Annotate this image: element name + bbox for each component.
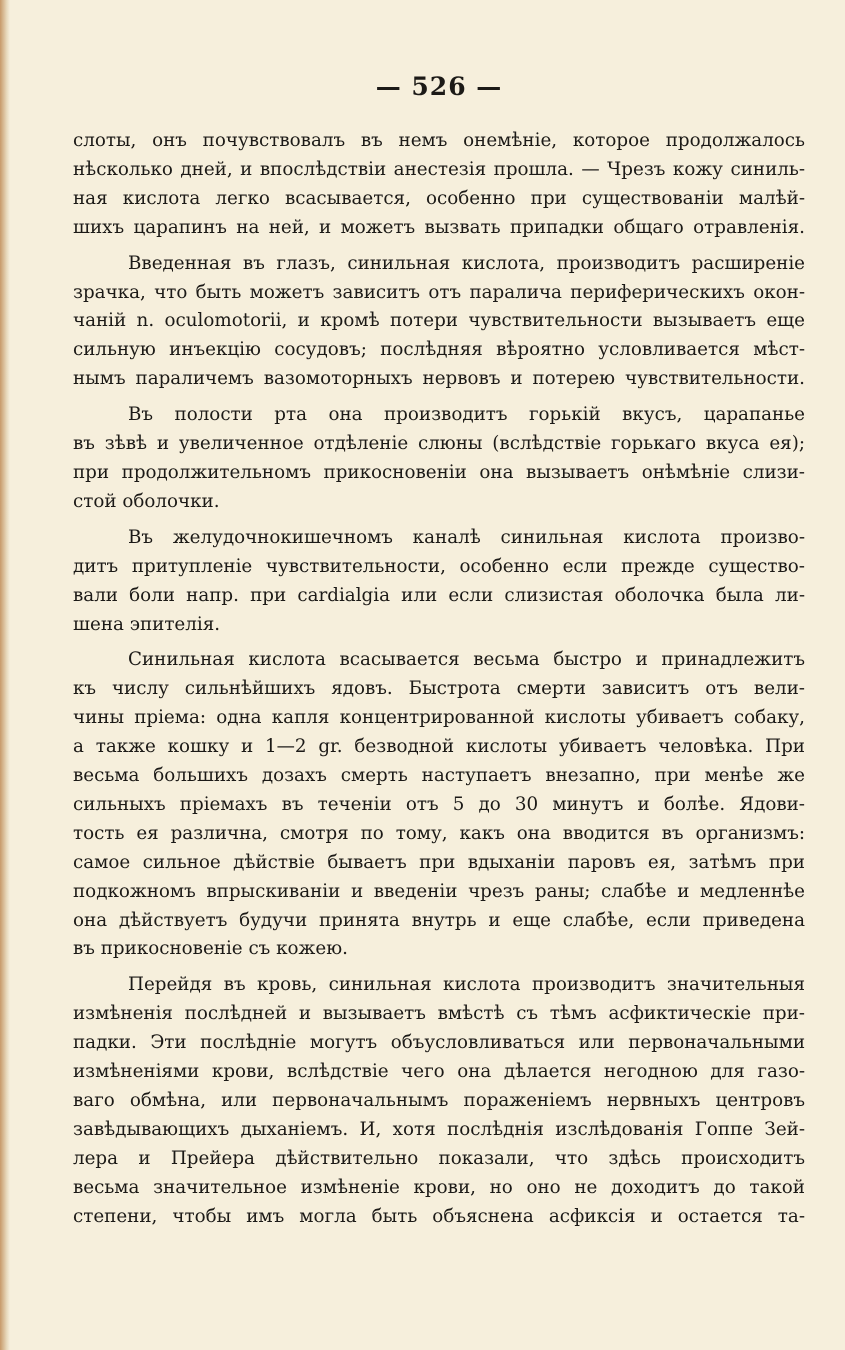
text-line <box>73 250 805 279</box>
text-line: сильныхъ пріемахъ въ теченіи отъ 5 до 30 минутъ и болѣе. Ядови- <box>73 793 805 815</box>
text-line: нѣсколько дней, и впослѣдствіи анестезія прошла. — Чрезъ кожу синиль- <box>73 158 805 180</box>
paragraph-gastrointestinal <box>73 524 805 640</box>
text-line: самое сильное дѣйствіе бываетъ при вдыханіи паровъ ея, затѣмъ при <box>73 851 805 873</box>
page-edge <box>0 0 10 1350</box>
text-line: завѣдывающихъ дыханіемъ. И, хотя послѣднія изслѣдованія Гоппе Зей- <box>73 1118 805 1140</box>
text-line: ваго обмѣна, или первоначальнымъ пораженіемъ нервныхъ центровъ <box>73 1090 805 1111</box>
text-line: подкожномъ впрыскиваніи и введеніи чрезъ раны; слабѣе и медленнѣе <box>73 880 805 902</box>
text-line: ная кислота легко всасывается, особенно при существованіи малѣй- <box>73 187 805 209</box>
paragraph-mouth <box>73 401 805 517</box>
text-line: въ прикосновеніе съ кожею. <box>73 938 348 960</box>
text-line: нымъ параличемъ вазомоторныхъ нервовъ и потерею чувствительности. <box>73 368 805 390</box>
paragraph-eye <box>73 250 805 395</box>
text-line: въ зѣвѣ и увеличенное отдѣленіе слюны (вслѣдствіе горькаго вкуса ея); <box>73 433 805 455</box>
paragraph-skin-absorption <box>73 127 805 243</box>
text-line: стой оболочки. <box>73 490 220 512</box>
text-line: при продолжительномъ прикосновеніи она вызываетъ онѣмѣніе слизи- <box>73 461 805 483</box>
text-line: весьма большихъ дозахъ смерть наступаетъ внезапно, при менѣе же <box>73 765 805 787</box>
text-line: измѣненіями крови, вслѣдствіе чего она дѣлается негодною для газо- <box>73 1061 805 1083</box>
paragraph-absorption-toxicity <box>73 646 805 964</box>
text-line: вали боли напр. при cardialgia или если слизистая оболочка была ли- <box>73 584 805 606</box>
text-line-content: Въ желудочнокишечномъ каналѣ синильная кислота произво- <box>128 526 805 548</box>
text-line <box>73 971 805 1000</box>
text-line: она дѣйствуетъ будучи принята внутрь и еще слабѣе, если приведена <box>73 909 805 931</box>
text-line-content: Въ полости рта она производитъ горькій вкусъ, царапанье <box>128 404 805 426</box>
text-line-content: Введенная въ глазъ, синильная кислота, производитъ расширеніе <box>128 252 805 274</box>
text-line: чаній n. oculomotorii, и кромѣ потери чувствительности вызываетъ еще <box>73 310 805 332</box>
text-line <box>73 524 805 553</box>
text-line: къ числу сильнѣйшихъ ядовъ. Быстрота смерти зависитъ отъ вели- <box>73 678 805 700</box>
page-number: — 526 — <box>375 72 503 101</box>
text-line: чины пріема: одна капля концентрированной кислоты убиваетъ собаку, <box>73 707 805 729</box>
book-page <box>73 72 805 1239</box>
text-line: зрачка, что быть можетъ зависитъ отъ паралича периферическихъ окон- <box>73 281 805 303</box>
text-line: тость ея различна, смотря по тому, какъ она вводится въ организмъ: <box>73 822 805 844</box>
text-line: шена эпителія. <box>73 613 221 635</box>
text-line: дитъ притупленіе чувствительности, особенно если прежде существо- <box>73 555 805 577</box>
paragraph-blood <box>73 971 805 1231</box>
text-line: степени, чтобы имъ могла быть объяснена асфиксія и остается та- <box>73 1205 805 1227</box>
text-line: слоты, онъ почувствовалъ въ немъ онемѣніе, которое продолжалось <box>73 130 805 151</box>
text-line-content: Перейдя въ кровь, синильная кислота производитъ значительныя <box>128 974 805 996</box>
text-line: падки. Эти послѣдніе могутъ объусловливаться или первоначальными <box>73 1032 805 1054</box>
text-line: сильную инъекцію сосудовъ; послѣдняя вѣроятно условливается мѣст- <box>73 339 805 361</box>
text-line: шихъ царапинъ на ней, и можетъ вызвать припадки общаго отравленія. <box>73 216 805 238</box>
text-line: лера и Прейера дѣйствительно показали, что здѣсь происходитъ <box>73 1147 805 1169</box>
text-line: весьма значительное измѣненіе крови, но оно не доходитъ до такой <box>73 1176 805 1198</box>
text-line <box>73 401 805 430</box>
body-text <box>73 127 805 1232</box>
text-line: измѣненія послѣдней и вызываетъ вмѣстѣ съ тѣмъ асфиктическіе при- <box>73 1003 805 1025</box>
text-line-content: Синильная кислота всасывается весьма быстро и принадлежитъ <box>128 649 805 671</box>
text-line: а также кошку и 1—2 gr. безводной кислоты убиваетъ человѣка. При <box>73 736 805 758</box>
text-line <box>73 646 805 675</box>
